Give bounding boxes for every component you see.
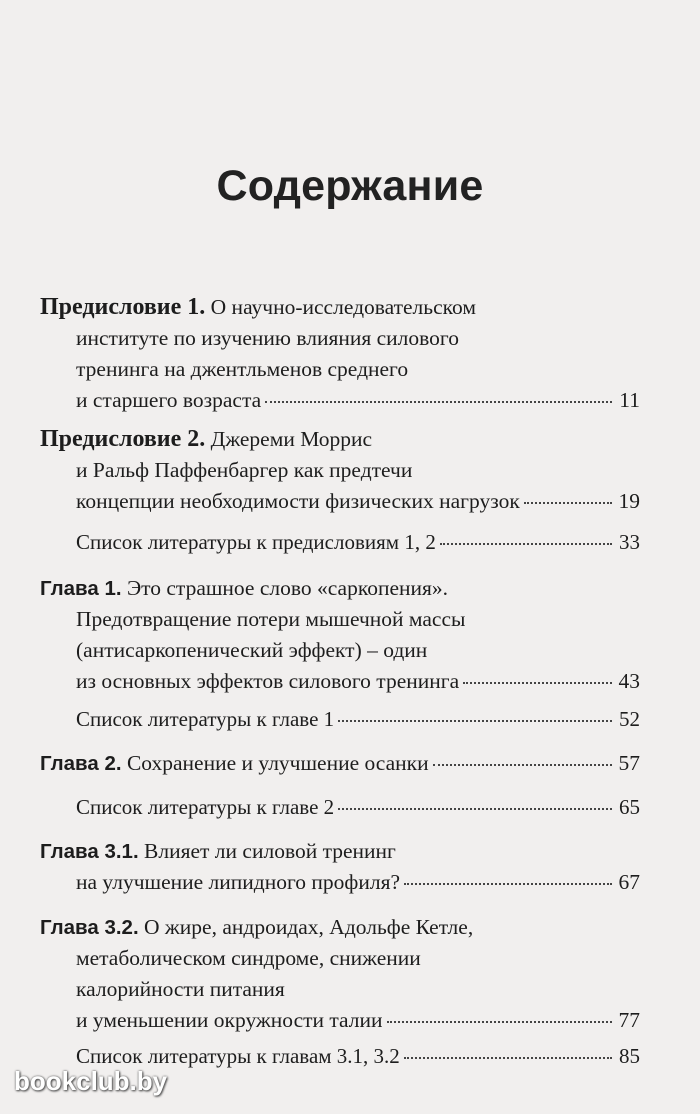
- entry-title-line: институте по изучению влияния силового: [76, 326, 459, 350]
- entry-label: Предисловие 1.: [40, 294, 206, 320]
- dot-leader: [338, 718, 612, 722]
- entry-title-line: из основных эффектов силового тренинга: [76, 669, 460, 693]
- entry-title-line: О жире, андроидах, Адольфе Кетле,: [144, 915, 474, 939]
- entry-title-line: Сохранение и улучшение осанки: [126, 751, 429, 775]
- entry-last-line: [40, 1005, 640, 1036]
- entry-label: Глава 3.1.: [40, 840, 139, 863]
- references-line: [76, 792, 640, 823]
- dot-leader: [440, 541, 612, 545]
- toc-references-chapter-2[interactable]: [76, 792, 640, 823]
- dot-leader: [524, 500, 612, 504]
- dot-leader: [463, 680, 612, 684]
- entry-title-line: на улучшение липидного профиля?: [76, 870, 401, 894]
- entry-label: Глава 2.: [40, 752, 122, 775]
- entry-first-line: [40, 292, 640, 323]
- dot-leader: [404, 1055, 612, 1059]
- entry-first-line: [40, 573, 640, 604]
- entry-last-line: [40, 385, 640, 416]
- page-number: 52: [619, 707, 640, 731]
- page-number: 19: [618, 489, 640, 513]
- references-line: [76, 704, 640, 735]
- entry-label: Глава 1.: [40, 577, 122, 600]
- entry-last-line: [40, 867, 640, 898]
- entry-title-line: (антисаркопенический эффект) – один: [76, 638, 428, 662]
- references-title: Список литературы к главам 3.1, 3.2: [76, 1044, 400, 1068]
- entry-first-line: [40, 912, 640, 943]
- references-title: Список литературы к главе 2: [76, 795, 335, 819]
- references-title: Список литературы к главе 1: [76, 707, 335, 731]
- page-number: 57: [618, 751, 640, 775]
- page-number: 85: [619, 1044, 640, 1068]
- entry-title-line: и уменьшении окружности талии: [76, 1008, 383, 1032]
- entry-last-line: [40, 666, 640, 697]
- toc-entry-chapter-3-2[interactable]: [40, 912, 640, 1036]
- toc-entry-preface-2[interactable]: [40, 424, 640, 517]
- entry-last-line: [40, 748, 640, 779]
- entry-title-line: тренинга на джентльменов среднего: [76, 357, 409, 381]
- page-number: 33: [619, 530, 640, 554]
- entry-label: Предисловие 2.: [40, 426, 206, 452]
- entry-title-line: Предотвращение потери мышечной массы: [76, 607, 466, 631]
- bleed-through-header: [270, 30, 430, 46]
- entry-title-line: метаболическом синдроме, снижении: [76, 946, 421, 970]
- entry-title-line: О научно-исследовательском: [210, 295, 476, 319]
- references-title: Список литературы к предисловиям 1, 2: [76, 530, 436, 554]
- entry-last-line: [40, 486, 640, 517]
- entry-title-line: и Ральф Паффенбаргер как предтечи: [76, 458, 413, 482]
- dot-leader: [404, 881, 612, 885]
- page-number: 77: [618, 1008, 640, 1032]
- toc-entry-chapter-1[interactable]: [40, 573, 640, 697]
- entry-title-line: Влияет ли силовой тренинг: [144, 839, 396, 863]
- dot-leader: [433, 762, 612, 766]
- page-number: 11: [619, 388, 640, 412]
- entry-first-line: [40, 836, 640, 867]
- entry-title-line: Это страшное слово «саркопения».: [126, 576, 449, 600]
- toc-entry-chapter-3-1[interactable]: [40, 836, 640, 898]
- page-number: 65: [619, 795, 640, 819]
- dot-leader: [338, 806, 612, 810]
- entry-title-line: калорийности питания: [76, 977, 285, 1001]
- toc-entry-chapter-2[interactable]: [40, 748, 640, 779]
- toc-references-prefaces[interactable]: [76, 527, 640, 558]
- page-number: 67: [618, 870, 640, 894]
- entry-label: Глава 3.2.: [40, 916, 139, 939]
- toc-references-chapter-1[interactable]: [76, 704, 640, 735]
- watermark: bookclub.by: [14, 1066, 168, 1096]
- page-title: Содержание: [216, 162, 484, 210]
- entry-title-line: и старшего возраста: [76, 388, 262, 412]
- page-number: 43: [618, 669, 640, 693]
- toc-entry-preface-1[interactable]: [40, 292, 640, 416]
- dot-leader: [387, 1019, 612, 1023]
- references-line: [76, 527, 640, 558]
- entry-title-line: Джереми Моррис: [210, 427, 373, 451]
- entry-first-line: [40, 424, 640, 455]
- entry-title-line: концепции необходимости физических нагрузок: [76, 489, 520, 513]
- dot-leader: [265, 399, 612, 403]
- entry-first-line: [40, 748, 429, 779]
